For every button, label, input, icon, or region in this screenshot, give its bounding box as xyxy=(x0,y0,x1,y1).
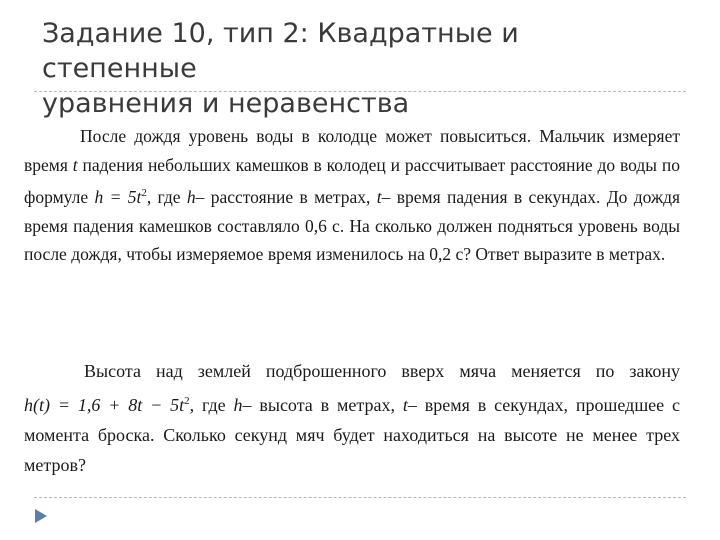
problem-2-text-b: , где xyxy=(189,395,226,415)
variable-h: h xyxy=(186,187,196,207)
formula-lhs: h = 5t xyxy=(94,187,142,207)
triangle-arrow-icon xyxy=(34,508,48,524)
title-line-1: Задание 10, тип 2: Квадратные и степенные xyxy=(42,18,519,84)
problem-1 xyxy=(24,122,680,269)
variable-t-2: t xyxy=(376,187,382,207)
formula-ht xyxy=(24,395,190,415)
formula-exponent: 2 xyxy=(141,187,147,199)
slide-title xyxy=(42,16,682,121)
formula-2-lhs: h(t) = 1,6 + 8t − 5t xyxy=(24,395,185,415)
problem-2-text-a: Высота над землей подброшенного вверх мяча меняется по закону xyxy=(84,361,680,381)
footer-divider xyxy=(34,497,686,498)
variable-t-3: t xyxy=(402,395,408,415)
problem-1-text-b: падения небольших камешков в колодец и рассчитывает расстояние до воды по формуле xyxy=(24,154,680,207)
problem-1-text-d: – расстояние в метрах, xyxy=(195,187,371,207)
formula-h-5t2 xyxy=(94,187,146,207)
problem-2 xyxy=(24,356,680,480)
variable-t: t xyxy=(72,154,78,175)
problem-2-text-d: – время в секундах, прошедшее с момента броска. Сколько секунд мяч будет находиться на высоте не менее трех метров? xyxy=(24,395,681,475)
problem-1-text-e: – время падения в секундах. До дождя время падения камешков составляло 0,6 с. На сколько должен подняться уровень воды после дождя, чтобы измеряемое время изменилось на 0,2 с? Ответ выразите в метрах. xyxy=(24,187,681,264)
problem-1-text-c: , где xyxy=(146,187,181,207)
problem-2-text-c: – высота в метрах, xyxy=(242,395,395,415)
variable-h-2: h xyxy=(233,395,243,415)
problem-1-text-a: После дождя уровень воды в колодце может повыситься. Мальчик измеряет время xyxy=(24,126,680,175)
title-line-2: уравнения и неравенства xyxy=(42,88,410,119)
formula-2-exponent: 2 xyxy=(184,395,190,407)
title-divider xyxy=(34,91,686,92)
